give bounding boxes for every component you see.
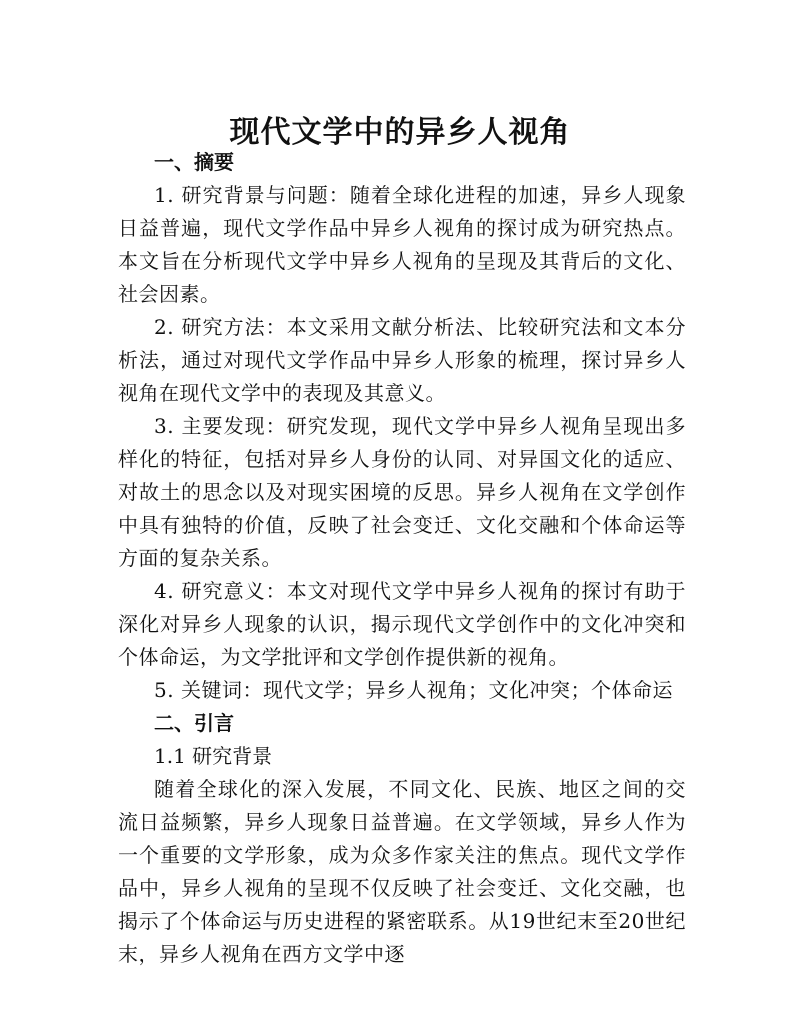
abstract-item-1: 1. 研究背景与问题：随着全球化进程的加速，异乡人现象日益普遍，现代文学作品中异乡人视角的探讨成为研究热点。本文旨在分析现代文学中异乡人视角的呈现及其背后的文化、社会因素。 — [118, 183, 686, 306]
section-heading-abstract: 一、摘要 — [154, 150, 234, 174]
intro-paragraph: 随着全球化的深入发展，不同文化、民族、地区之间的交流日益频繁，异乡人现象日益普遍。在文学领域，异乡人作为一个重要的文学形象，成为众多作家关注的焦点。现代文学作品中，异乡人视角的呈现不仅反映了社会变迁、文化交融，也揭示了个体命运与历史进程的紧密联系。从19世纪末至20世纪末，异乡人视角在西方文学中逐 — [118, 777, 686, 966]
abstract-item-4: 4. 研究意义：本文对现代文学中异乡人视角的探讨有助于深化对异乡人现象的认识，揭示现代文学创作中的文化冲突和个体命运，为文学批评和文学创作提供新的视角。 — [118, 579, 686, 669]
page-title: 现代文学中的异乡人视角 — [229, 115, 571, 151]
subsection-heading-background: 1.1 研究背景 — [154, 744, 273, 768]
document-content — [118, 146, 686, 971]
abstract-item-5: 5. 关键词：现代文学；异乡人视角；文化冲突；个体命运 — [154, 678, 673, 702]
abstract-item-3: 3. 主要发现：研究发现，现代文学中异乡人视角呈现出多样化的特征，包括对异乡人身份的认同、对异国文化的适应、对故土的思念以及对现实困境的反思。异乡人视角在文学创作中具有独特的价值，反映了社会变迁、文化交融和个体命运等方面的复杂关系。 — [118, 414, 686, 570]
section-heading-intro: 二、引言 — [154, 711, 234, 735]
abstract-item-2: 2. 研究方法：本文采用文献分析法、比较研究法和文本分析法，通过对现代文学作品中异乡人形象的梳理，探讨异乡人视角在现代文学中的表现及其意义。 — [118, 315, 686, 405]
